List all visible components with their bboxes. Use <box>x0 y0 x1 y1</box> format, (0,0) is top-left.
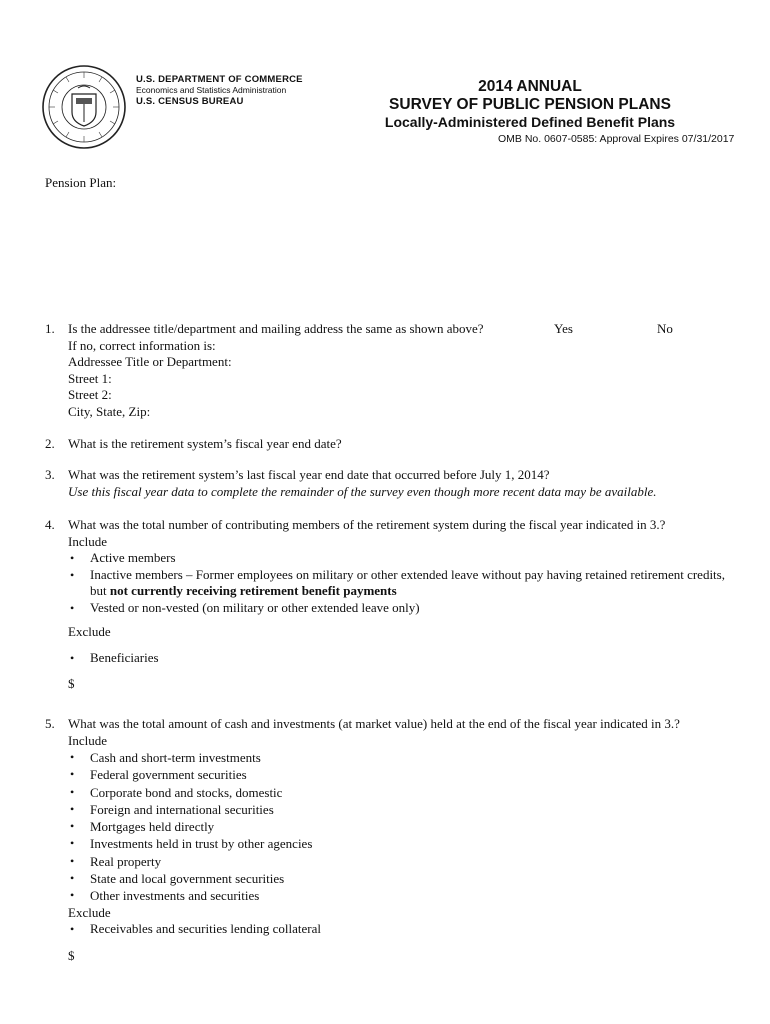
bullet-icon: • <box>70 922 75 937</box>
list-item: • Real property <box>70 853 162 869</box>
instruction-note: Use this fiscal year data to complete the remainder of the survey even though more recent data may be available. <box>68 483 657 499</box>
question-text: What was the total number of contributing members of the retirement system during the fiscal year indicated in 3.? <box>68 517 666 532</box>
pension-plan-label: Pension Plan: <box>45 175 117 190</box>
list-item: • Mortgages held directly <box>70 819 215 835</box>
list-item: • Inactive members – Former employees on military or other extended leave without pay having retained retirement credits, but not currently receiving retirement benefit payments <box>70 566 725 598</box>
bullet-icon: • <box>70 888 75 903</box>
question-number: 5. <box>45 716 55 731</box>
bullet-icon: • <box>70 767 75 782</box>
list-item: • Federal government securities <box>70 767 247 783</box>
include-list <box>68 550 748 616</box>
street-1-field[interactable]: Street 1: <box>68 370 112 386</box>
survey-title: SURVEY OF PUBLIC PENSION PLANS <box>389 96 671 113</box>
agency-bureau: U.S. CENSUS BUREAU <box>136 96 244 107</box>
exclude-list <box>68 650 748 667</box>
no-option[interactable]: No <box>657 321 673 336</box>
question-number: 1. <box>45 321 55 336</box>
question-number: 2. <box>45 436 55 451</box>
question-5 <box>45 716 745 976</box>
question-text: What is the retirement system’s fiscal year end date? <box>68 436 342 451</box>
survey-title-year: 2014 ANNUAL <box>478 78 582 95</box>
include-label: Include <box>68 533 107 549</box>
bullet-icon: • <box>70 853 75 868</box>
list-item: • State and local government securities <box>70 871 285 887</box>
question-text: Is the addressee title/department and mailing address the same as shown above? <box>68 321 484 336</box>
bullet-icon: • <box>70 784 75 799</box>
exclude-label: Exclude <box>68 904 111 920</box>
question-text: What was the retirement system’s last fiscal year end date that occurred before July 1, 2014? <box>68 467 550 482</box>
agency-department: U.S. DEPARTMENT OF COMMERCE <box>136 74 303 85</box>
dollar-amount-field[interactable]: $ <box>68 947 75 963</box>
survey-subtitle: Locally-Administered Defined Benefit Plans <box>384 114 676 130</box>
exclude-label: Exclude <box>68 624 111 639</box>
include-label: Include <box>68 732 107 748</box>
agency-block <box>136 74 303 107</box>
survey-title-block <box>330 78 730 131</box>
question-3 <box>45 467 745 503</box>
question-4 <box>45 517 745 697</box>
question-text: What was the total amount of cash and investments (at market value) held at the end of the fiscal year indicated in 3.? <box>68 716 680 731</box>
addressee-title-field[interactable]: Addressee Title or Department: <box>68 354 232 369</box>
city-state-zip-field[interactable]: City, State, Zip: <box>68 403 151 419</box>
omb-approval: OMB No. 0607-0585: Approval Expires 07/31/2017 <box>498 133 735 145</box>
correction-prompt: If no, correct information is: <box>68 337 216 353</box>
bullet-icon: • <box>70 836 75 851</box>
bullet-icon: • <box>70 551 75 565</box>
question-2 <box>45 436 745 456</box>
bullet-icon: • <box>70 600 75 615</box>
bullet-icon: • <box>70 567 75 582</box>
emphasis-text: not currently receiving retirement benefit payments <box>109 583 397 598</box>
exclude-list <box>68 921 748 938</box>
bullet-icon: • <box>70 819 75 834</box>
question-number: 3. <box>45 467 55 482</box>
list-item: • Cash and short-term investments <box>70 750 261 765</box>
include-list <box>68 749 748 905</box>
list-item: • Active members <box>70 550 176 565</box>
question-number: 4. <box>45 517 55 532</box>
street-2-field[interactable]: Street 2: <box>68 387 112 402</box>
yes-option[interactable]: Yes <box>554 321 573 336</box>
list-item: • Other investments and securities <box>70 888 260 904</box>
bullet-icon: • <box>70 871 75 886</box>
list-item: • Investments held in trust by other agencies <box>70 836 313 852</box>
question-1 <box>45 321 745 421</box>
agency-subtitle: Economics and Statistics Administration <box>136 85 287 95</box>
bullet-icon: • <box>70 750 75 764</box>
list-item: • Vested or non-vested (on military or other extended leave only) <box>70 599 420 615</box>
dollar-amount-field[interactable]: $ <box>68 676 75 691</box>
list-item: • Beneficiaries <box>70 649 159 665</box>
list-item: • Foreign and international securities <box>70 801 274 817</box>
list-item: • Receivables and securities lending collateral <box>70 921 322 937</box>
bullet-icon: • <box>70 650 75 665</box>
bullet-icon: • <box>70 801 75 816</box>
list-item: • Corporate bond and stocks, domestic <box>70 784 283 800</box>
department-of-commerce-seal-icon <box>40 64 128 150</box>
